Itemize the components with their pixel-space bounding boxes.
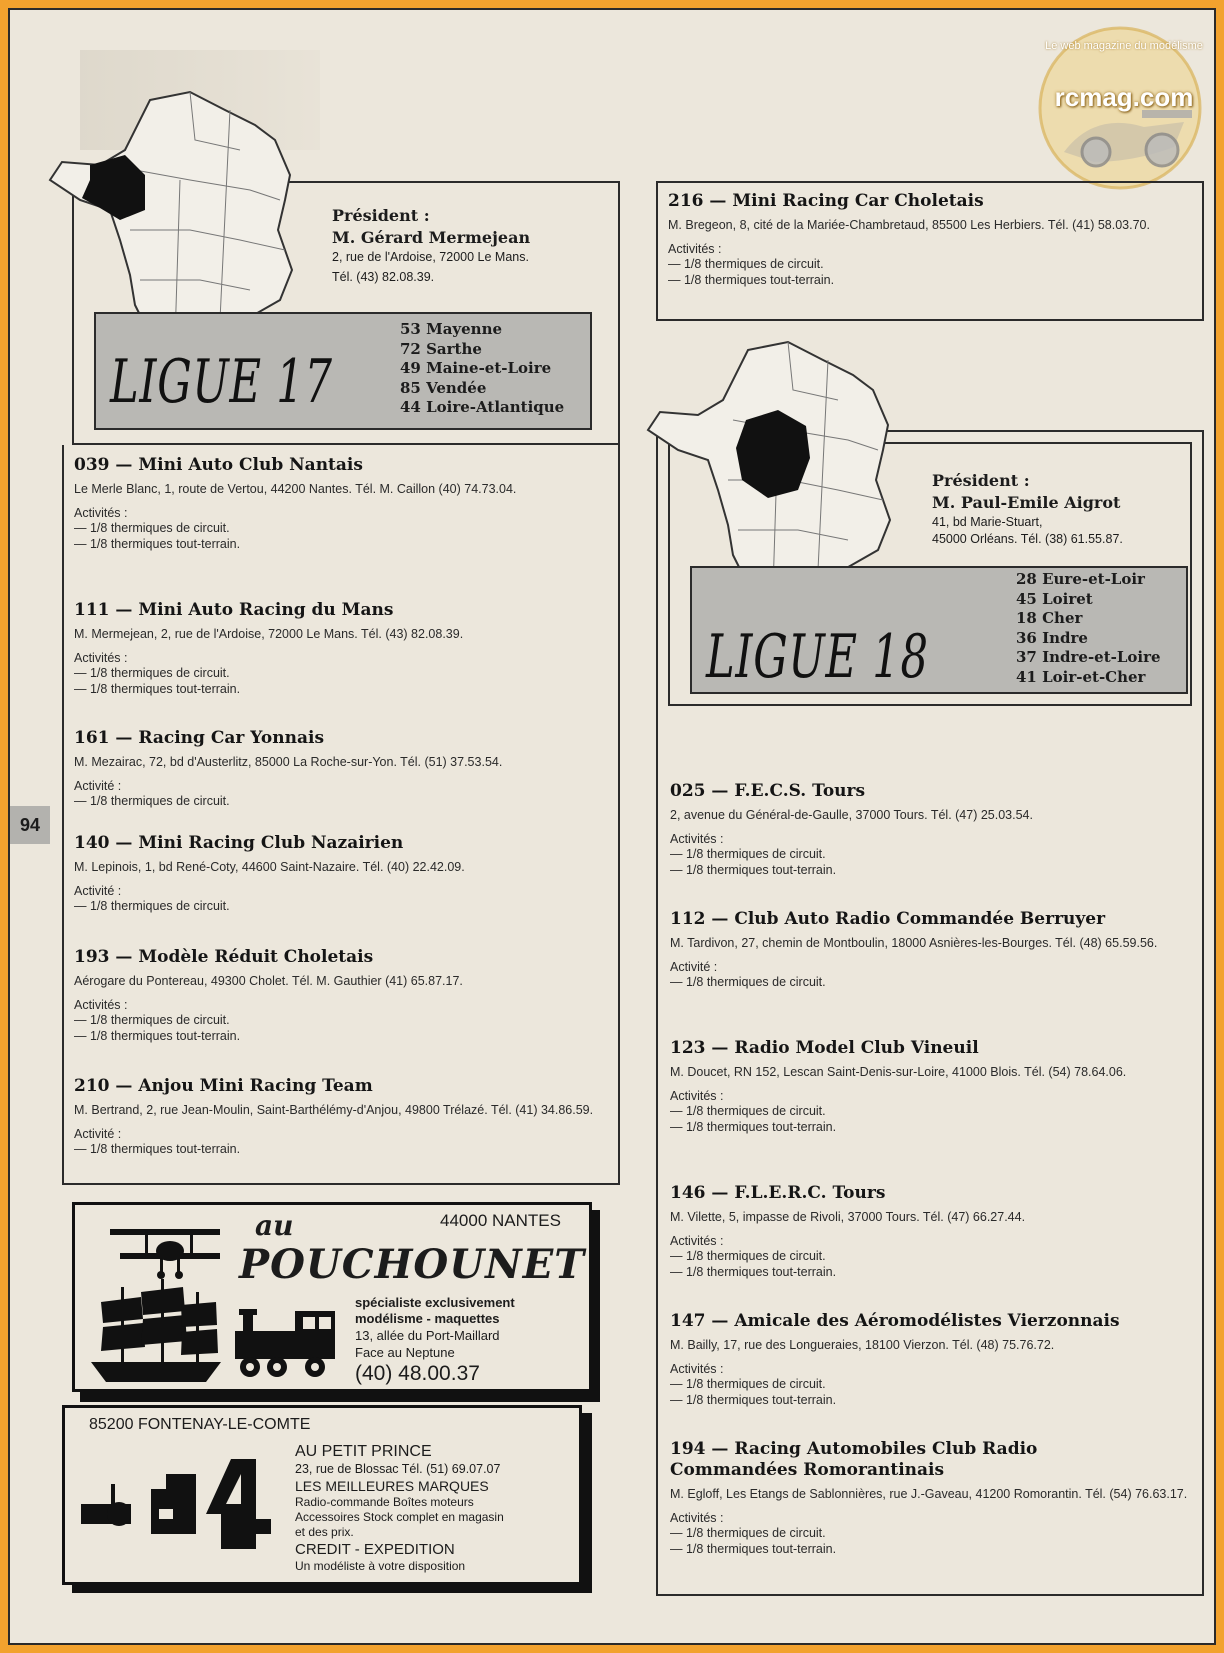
ligue17-departments [400, 320, 564, 418]
club-entry [74, 455, 604, 552]
club-activity: — 1/8 thermiques de circuit. [74, 666, 230, 680]
club-entry [670, 1439, 1188, 1557]
club-activity: — 1/8 thermiques tout-terrain. [670, 1119, 837, 1134]
club-address: M. Bailly, 17, rue des Longueraies, 18100 Vierzon. Tél. (48) 75.76.72. [670, 1338, 1055, 1352]
ligue18-title: LIGUE 18 [706, 622, 929, 692]
club-activity-label: Activités : [74, 997, 128, 1012]
biplane-icon [105, 1221, 235, 1281]
ad-desc: Radio-commande Boîtes moteurs [295, 1495, 474, 1509]
club-activity-label: Activité : [670, 959, 718, 974]
club-activity-label: Activités : [670, 1361, 724, 1376]
model-vehicles-icon [71, 1454, 281, 1564]
ad-line2: modélisme - maquettes [355, 1311, 500, 1326]
club-activity: — 1/8 thermiques tout-terrain. [74, 1142, 241, 1156]
club-entry [74, 728, 604, 810]
club-title: 210 — Anjou Mini Racing Team [74, 1076, 373, 1096]
club-entry [670, 781, 1198, 878]
club-activity: — 1/8 thermiques de circuit. [670, 1249, 826, 1263]
ad-address: 23, rue de Blossac Tél. (51) 69.07.07 [295, 1462, 501, 1476]
club-entry [670, 1183, 1198, 1280]
club-title: 216 — Mini Racing Car Choletais [668, 191, 984, 211]
ligue18-dept: 41 Loir-et-Cher [1016, 667, 1146, 686]
ligue18-departments [1016, 570, 1161, 687]
club-activity: — 1/8 thermiques de circuit. [670, 847, 826, 861]
ad-desc: et des prix. [295, 1525, 354, 1539]
ligue18-dept: 18 Cher [1016, 609, 1083, 627]
ad-name: AU PETIT PRINCE [295, 1443, 432, 1460]
club-title: 193 — Modèle Réduit Choletais [74, 947, 374, 967]
ligue18-dept: 45 Loiret [1016, 589, 1093, 608]
magazine-page [8, 8, 1216, 1645]
ligue17-title: LIGUE 17 [110, 347, 333, 417]
club-activity-label: Activité : [74, 778, 122, 793]
club-address: M. Vilette, 5, impasse de Rivoli, 37000 Tours. Tél. (47) 66.27.44. [670, 1210, 1026, 1224]
club-activity-label: Activités : [668, 241, 722, 256]
club-activity-label: Activité : [74, 1126, 122, 1141]
club-address: Aérogare du Pontereau, 49300 Cholet. Tél. M. Gauthier (41) 65.87.17. [74, 974, 463, 988]
ad-text-block [295, 1442, 504, 1574]
club-title: 039 — Mini Auto Club Nantais [74, 455, 363, 475]
club-entry [670, 1311, 1198, 1408]
ligue18-dept: 37 Indre-et-Loire [1016, 648, 1161, 666]
ad-brand: POUCHOUNET [239, 1241, 585, 1288]
club-activity: — 1/8 thermiques tout-terrain. [670, 1264, 837, 1279]
club-activity-label: Activités : [670, 1233, 724, 1248]
club-title: 147 — Amicale des Aéromodélistes Vierzonnais [670, 1311, 1120, 1331]
ad-brands: LES MEILLEURES MARQUES [295, 1478, 489, 1494]
page-number: 94 [10, 806, 50, 844]
ligue18-president-label: Président : [932, 471, 1030, 490]
club-address: M. Lepinois, 1, bd René-Coty, 44600 Saint-Nazaire. Tél. (40) 22.42.09. [74, 860, 465, 874]
ad-pouchounet [72, 1202, 592, 1392]
club-address: M. Mermejean, 2, rue de l'Ardoise, 72000 Le Mans. Tél. (43) 82.08.39. [74, 627, 464, 641]
club-address: M. Bregeon, 8, cité de la Mariée-Chambretaud, 85500 Les Herbiers. Tél. (41) 58.03.70. [668, 218, 1150, 232]
ligue18-dept: 36 Indre [1016, 628, 1088, 647]
club-activity-label: Activités : [670, 1088, 724, 1103]
club-activity: — 1/8 thermiques tout-terrain. [670, 862, 837, 877]
club-entry [74, 1076, 604, 1158]
club-activity: — 1/8 thermiques de circuit. [670, 1104, 826, 1118]
club-activity: — 1/8 thermiques tout-terrain. [668, 272, 835, 287]
club-title: 123 — Radio Model Club Vineuil [670, 1038, 979, 1058]
club-activity: — 1/8 thermiques de circuit. [668, 257, 824, 271]
club-entry [670, 909, 1198, 991]
ligue17-phone: Tél. (43) 82.08.39. [332, 270, 435, 284]
ad-line1: spécialiste exclusivement [355, 1295, 515, 1310]
ad-text-block [355, 1295, 515, 1387]
club-activity: — 1/8 thermiques de circuit. [670, 1526, 826, 1540]
club-activity: — 1/8 thermiques de circuit. [74, 521, 230, 535]
ligue17-president [332, 205, 530, 286]
club-activity-label: Activité : [74, 883, 122, 898]
club-activity: — 1/8 thermiques de circuit. [670, 1377, 826, 1391]
club-activity: — 1/8 thermiques tout-terrain. [74, 536, 241, 551]
club-address: M. Bertrand, 2, rue Jean-Moulin, Saint-Barthélémy-d'Anjou, 49800 Trélazé. Tél. (41) 34.86.59. [74, 1103, 594, 1117]
left-clubs-box [62, 445, 620, 1185]
ad-phone: (40) 48.00.37 [355, 1362, 480, 1385]
club-activity-label: Activités : [74, 650, 128, 665]
club-activity: — 1/8 thermiques de circuit. [74, 794, 230, 808]
ad-footer: Un modéliste à votre disposition [295, 1559, 466, 1573]
watermark-site: rcmag.com [1054, 82, 1194, 112]
club-title: 025 — F.E.C.S. Tours [670, 781, 866, 801]
watermark-tagline: Le web magazine du modélisme [1045, 40, 1203, 52]
club-activity: — 1/8 thermiques de circuit. [74, 899, 230, 913]
ad-address: 13, allée du Port-Maillard [355, 1328, 500, 1343]
ligue17-president-label: Président : [332, 206, 430, 225]
rcmag-watermark-logo [1034, 22, 1206, 194]
ligue18-phone: 45000 Orléans. Tél. (38) 61.55.87. [932, 532, 1123, 546]
club-title: 194 — Racing Automobiles Club Radio Commandées Romorantinais [670, 1439, 1038, 1480]
locomotive-icon [225, 1301, 345, 1381]
ad-city: 44000 NANTES [440, 1211, 561, 1230]
club-entry [74, 600, 604, 697]
club-title: 140 — Mini Racing Club Nazairien [74, 833, 404, 853]
club-activity-label: Activités : [74, 505, 128, 520]
ad-desc: Accessoires Stock complet en magasin [295, 1510, 504, 1524]
ligue18-president-name: M. Paul-Emile Aigrot [932, 493, 1121, 512]
club-address: M. Mezairac, 72, bd d'Austerlitz, 85000 La Roche-sur-Yon. Tél. (51) 37.53.54. [74, 755, 503, 769]
ligue17-dept: 72 Sarthe [400, 339, 482, 358]
club-entry [670, 1038, 1198, 1135]
ad-petit-prince [62, 1405, 582, 1585]
club-title: 111 — Mini Auto Racing du Mans [74, 600, 394, 620]
club-activity: — 1/8 thermiques de circuit. [74, 1013, 230, 1027]
club-address: M. Doucet, RN 152, Lescan Saint-Denis-sur-Loire, 41000 Blois. Tél. (54) 78.64.06. [670, 1065, 1127, 1079]
club-activity: — 1/8 thermiques tout-terrain. [74, 681, 241, 696]
ligue17-dept: 44 Loire-Atlantique [400, 398, 565, 416]
ligue17-dept: 53 Mayenne [400, 320, 503, 338]
club-entry [74, 947, 604, 1044]
ad-brand-au: au [255, 1209, 294, 1242]
club-activity: — 1/8 thermiques tout-terrain. [670, 1541, 837, 1556]
club-activity: — 1/8 thermiques tout-terrain. [74, 1028, 241, 1043]
club-entry [668, 191, 1196, 288]
club-address: M. Tardivon, 27, chemin de Montboulin, 18000 Asnières-les-Bourges. Tél. (48) 65.59.56. [670, 936, 1158, 950]
ligue18-dept: 28 Eure-et-Loir [1016, 570, 1145, 588]
ligue17-dept: 85 Vendée [400, 378, 487, 397]
club-address: Le Merle Blanc, 1, route de Vertou, 44200 Nantes. Tél. M. Caillon (40) 74.73.04. [74, 482, 517, 496]
club-activity: — 1/8 thermiques tout-terrain. [670, 1392, 837, 1407]
ad-credit: CREDIT - EXPEDITION [295, 1541, 455, 1558]
ligue17-dept: 49 Maine-et-Loire [400, 359, 552, 377]
club-address: M. Egloff, Les Etangs de Sablonnières, rue J.-Gaveau, 41200 Romorantin. Tél. (54) 76.63.17. [670, 1487, 1188, 1501]
sailing-ship-icon [81, 1277, 231, 1387]
club-title: 112 — Club Auto Radio Commandée Berruyer [670, 909, 1106, 929]
club-title: 161 — Racing Car Yonnais [74, 728, 325, 748]
club-title: 146 — F.L.E.R.C. Tours [670, 1183, 886, 1203]
club-entry [74, 833, 604, 915]
ligue17-president-name: M. Gérard Mermejean [332, 228, 531, 247]
club-address: 2, avenue du Général-de-Gaulle, 37000 Tours. Tél. (47) 25.03.54. [670, 808, 1033, 822]
club-activity-label: Activités : [670, 831, 724, 846]
ligue18-address: 41, bd Marie-Stuart, [932, 515, 1043, 529]
club-activity-label: Activités : [670, 1510, 724, 1525]
ad-city: 85200 FONTENAY-LE-COMTE [89, 1416, 311, 1433]
ligue18-president [932, 470, 1123, 548]
club-activity: — 1/8 thermiques de circuit. [670, 975, 826, 989]
ad-landmark: Face au Neptune [355, 1345, 455, 1360]
ligue17-address: 2, rue de l'Ardoise, 72000 Le Mans. [332, 250, 529, 264]
